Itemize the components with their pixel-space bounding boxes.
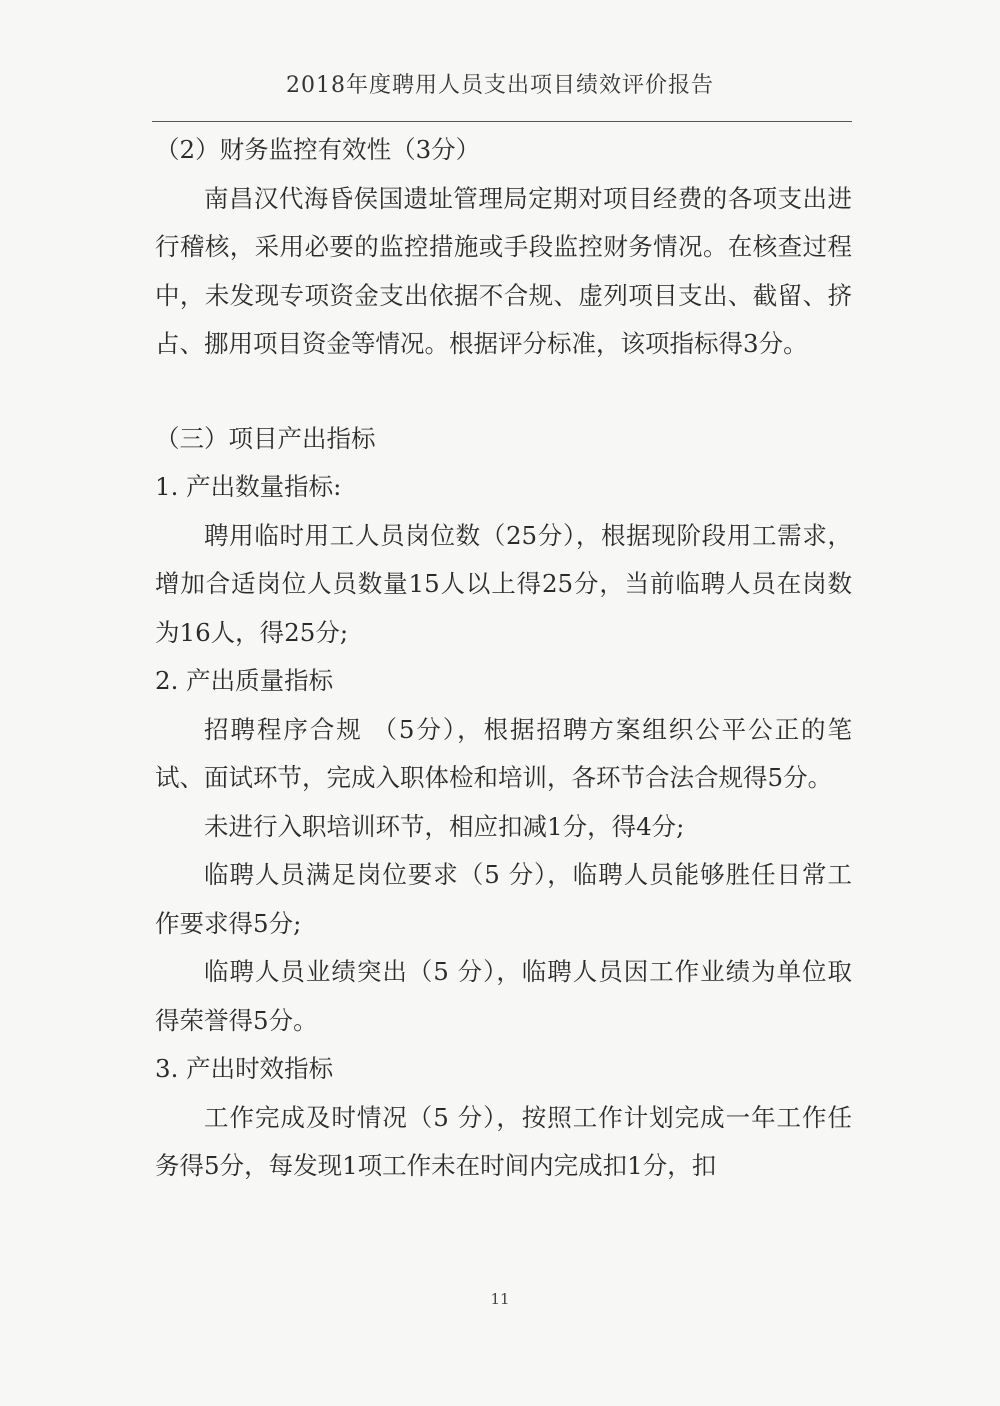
subheading-timeliness-indicator: 3. 产出时效指标 (155, 1054, 334, 1083)
subheading-quantity-indicator: 1. 产出数量指标: (155, 472, 342, 501)
paragraph-job-requirements: 临聘人员满足岗位要求（5 分），临聘人员能够胜任日常工作要求得5分; (155, 860, 852, 938)
paragraph-outstanding-performance: 临聘人员业绩突出（5 分），临聘人员因工作业绩为单位取得荣誉得5分。 (155, 957, 852, 1035)
paragraph-training-deduction: 未进行入职培训环节，相应扣减1分，得4分; (204, 811, 685, 841)
paragraph-recruitment-compliance: 招聘程序合规 （5分），根据招聘方案组织公平公正的笔试、面试环节，完成入职体检和培训，各环节合法合规得5分。 (155, 714, 852, 792)
page-content (155, 126, 852, 1191)
header-divider (152, 121, 852, 122)
page-number: 11 (490, 1290, 510, 1308)
subheading-quality-indicator: 2. 产出质量指标 (155, 666, 334, 695)
report-header-title: 2018年度聘用人员支出项目绩效评价报告 (286, 73, 714, 98)
paragraph-quantity-indicator: 聘用临时用工人员岗位数（25分），根据现阶段用工需求，增加合适岗位人员数量15人以上得25分，当前临聘人员在岗数为16人，得25分; (155, 520, 852, 647)
section-gap (155, 369, 852, 415)
paragraph-timeliness: 工作完成及时情况（5 分），按照工作计划完成一年工作任务得5分，每发现1项工作未在时间内完成扣1分，扣 (155, 1102, 852, 1180)
section-heading-financial-monitoring: （2）财务监控有效性（3分） (155, 135, 481, 164)
section-heading-output-indicators: （三）项目产出指标 (155, 423, 376, 453)
paragraph-financial-monitoring: 南昌汉代海昏侯国遗址管理局定期对项目经费的各项支出进行稽核，采用必要的监控措施或手段监控财务情况。在核查过程中，未发现专项资金支出依据不合规、虚列项目支出、截留、挤占、挪用项目资金等情况。根据评分标准，该项指标得3分。 (155, 183, 852, 358)
